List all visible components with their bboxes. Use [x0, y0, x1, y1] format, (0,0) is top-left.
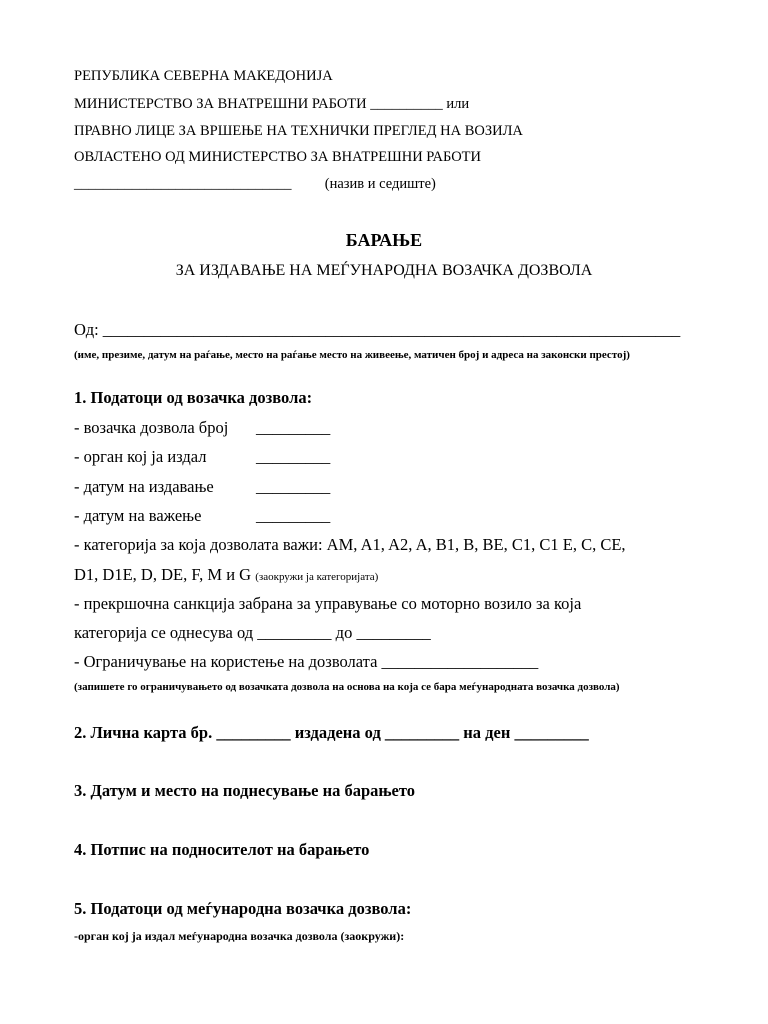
row-label: - датум на важење	[74, 506, 202, 525]
row-blank: _________	[256, 418, 331, 437]
row-label: - возачка дозвола број	[74, 418, 229, 437]
header-line-republic: РЕПУБЛИКА СЕВЕРНА МАКЕДОНИЈА	[74, 68, 333, 84]
row-blank: _________	[256, 506, 331, 525]
section4-heading: 4. Потпис на подносителот на барањето	[74, 840, 370, 859]
document-title: БАРАЊЕ	[345, 230, 423, 250]
header-line-ministry: МИНИСТЕРСТВО ЗА ВНАТРЕШНИ РАБОТИ __________ или	[74, 96, 470, 112]
section2-heading: 2. Лична карта бр. _________ издадена од _________ на ден _________	[74, 723, 589, 742]
from-line: Од: ______________________________________________________________________	[74, 320, 681, 339]
license-number-row	[74, 418, 674, 438]
category-note: (заокружи ја категоријата)	[255, 571, 379, 583]
row-blank: _________	[256, 477, 331, 496]
document-subtitle: ЗА ИЗДАВАЊЕ НА МЕЃУНАРОДНА ВОЗАЧКА ДОЗВОЛА	[175, 262, 593, 279]
row-label: - датум на издавање	[74, 477, 214, 496]
header-line-legal-entity: ПРАВНО ЛИЦЕ ЗА ВРШЕЊЕ НА ТЕХНИЧКИ ПРЕГЛЕД НА ВОЗИЛА	[74, 123, 523, 139]
restriction-line: - Ограничување на користење на дозволата ___________________	[74, 652, 539, 671]
header-line-authorized: ОВЛАСТЕНО ОД МИНИСТЕРСТВО ЗА ВНАТРЕШНИ РАБОТИ	[74, 149, 482, 165]
category-line-2	[74, 565, 378, 585]
name-seat-blank: ______________________________	[74, 176, 292, 192]
section5-subline: -орган кој ја издал меѓународна возачка дозвола (заокружи):	[74, 929, 405, 943]
section5-heading: 5. Податоци од меѓународна возачка дозвола:	[74, 899, 412, 918]
category-line-1: - категорија за која дозволата важи: AM, A1, A2, A, B1, B, BE, C1, C1 E, C, CE,	[74, 535, 626, 554]
row-label: - орган кој ја издал	[74, 447, 207, 466]
header-line-name-seat	[74, 176, 436, 193]
name-seat-note: (назив и седиште)	[324, 176, 436, 192]
row-blank: _________	[256, 447, 331, 466]
sanction-line-1: - прекршочна санкција забрана за управување со моторно возило за која	[74, 594, 582, 613]
issuing-authority-row	[74, 447, 674, 467]
category-list: D1, D1E, D, DE, F, M и G	[74, 565, 252, 584]
sanction-line-2: категорија се однесува од _________ до _________	[74, 623, 431, 642]
section3-heading: 3. Датум и место на поднесување на барањето	[74, 781, 416, 800]
restriction-note: (запишете го ограничувањето од возачката дозвола на основа на која се бара меѓународната возачка дозвола)	[74, 681, 620, 693]
section1-heading: 1. Податоци од возачка дозвола:	[74, 388, 313, 407]
issue-date-row	[74, 477, 674, 497]
validity-date-row	[74, 506, 674, 526]
from-note: (име, презиме, датум на раѓање, место на раѓање место на живеење, матичен број и адреса на законски престој)	[74, 349, 630, 361]
